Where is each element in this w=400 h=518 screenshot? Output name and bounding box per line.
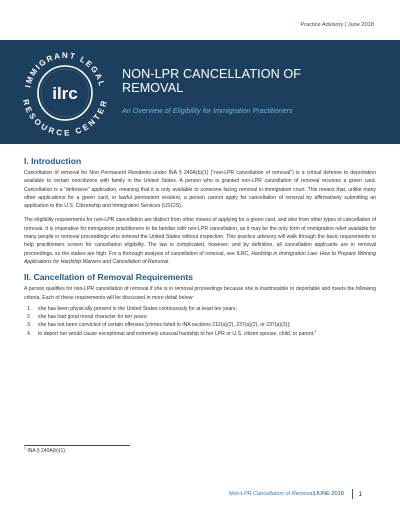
footnote-number: 1 xyxy=(24,446,26,451)
document-subtitle: An Overview of Eligibility for Immigration Practitioners xyxy=(122,106,293,115)
footnote-text: INA § 240A(b)(1). xyxy=(26,448,67,454)
footer-divider xyxy=(352,489,353,499)
document-title-line-1: NON-LPR CANCELLATION OF xyxy=(122,67,302,81)
intro-paragraph-1: Cancellation of removal for Non Permanent Residents under INA § 240A(b)(1) (“non-LPR cancellation of removal”) is a critical defense to deportation available to certain noncitizens with family in the United States. A person who is granted non-LPR cancellation of removal receives a green card. Cancellation is a “defensive” application, meaning that it is only available to someone facing removal in immigration court. This means that, unlike many other applications for a green card, or lawful permanent resident, a person cannot apply for cancellation of removal by affirmatively submitting an application to the U.S. Citizenship and Immigration Services (USCIS). xyxy=(24,170,376,210)
footnote-reference[interactable]: 1 xyxy=(314,329,317,334)
section-heading-introduction: I. Introduction xyxy=(24,156,82,166)
footer-pipe: | xyxy=(313,491,316,497)
document-title-line-2: REMOVAL xyxy=(122,81,184,95)
list-item xyxy=(24,305,376,313)
list-item-number: 4. xyxy=(27,330,32,337)
footnote-divider xyxy=(24,445,130,446)
footer-date: JUNE 2018 xyxy=(315,491,344,497)
title-banner xyxy=(0,40,400,144)
intro-paragraph-2 xyxy=(24,216,376,266)
page-footer xyxy=(229,489,362,499)
list-item-text: she has not been convicted of certain offenses [crimes listed in INA sections 212(a)(2), 237(a)(2), or 237(a)(3)]; xyxy=(38,322,291,329)
advisory-date-label: Practice Advisory | June 2018 xyxy=(300,22,374,28)
hardship-publication-title: Hardship in Immigration Law: How to Prepare Winning Applications for Hardship Waivers and Cancellation of Removal xyxy=(24,250,376,265)
logo-ring-top-text: IMMIGRANT LEGAL xyxy=(23,50,107,89)
list-item xyxy=(24,330,376,338)
intro-paragraph-2-end: . xyxy=(168,258,170,265)
section-heading-requirements: II. Cancellation of Removal Requirements xyxy=(24,272,194,283)
list-item-text: to deport her would cause exceptional and extremely unusual hardship to her LPR or U.S. citizen spouse, child, or parent. xyxy=(38,330,315,337)
requirements-list xyxy=(24,305,376,338)
list-item-text: she has been physically present in the United States continuously for at least ten years; xyxy=(38,305,237,312)
footnote xyxy=(24,448,66,454)
list-item xyxy=(24,321,376,329)
list-item-text: she has had good moral character for ten years; xyxy=(38,314,148,321)
intro-paragraph-2-text: The eligibility requirements for non-LPR cancellation are distinct from other means of applying for a green card, and also from other types of cancellation of removal. It is imperative for immigration practitioners to be familiar with non-LPR cancellation, as it may be the only form of immigration relief available for many people in removal proceedings who entered the United States without inspection. This practice advisory will walk through the basic requirements to help practitioners screen for cancellation eligibility. The law is complicated, however; and by definition, all cancellation applicants are in removal proceedings, so the stakes are high. For a thorough analysis of cancellation of removal, see ILRC, xyxy=(24,217,376,257)
logo-ring-bottom-text: RESOURCE CENTER xyxy=(20,98,110,138)
list-item-number: 3. xyxy=(27,322,32,329)
document-title xyxy=(122,67,372,95)
requirements-paragraph: A person qualifies for non-LPR cancellation of removal if she is in removal proceedings because she is inadmissible or deportable and meets the following criteria. Each of these requirements will be discussed in more detail below: xyxy=(24,286,376,301)
footer-title: Non-LPR Cancellation of Removal xyxy=(228,491,314,497)
page-number: 1 xyxy=(358,490,362,498)
list-item-number: 2. xyxy=(27,314,32,321)
list-item xyxy=(24,313,376,321)
svg-text:IMMIGRANT LEGAL xyxy=(23,51,106,88)
logo-wordmark: ilrc xyxy=(52,84,78,103)
ilrc-logo-icon xyxy=(18,46,112,140)
document-body xyxy=(24,152,376,338)
svg-text:RESOURCE CENTER xyxy=(21,98,109,137)
list-item-number: 1. xyxy=(27,305,32,312)
